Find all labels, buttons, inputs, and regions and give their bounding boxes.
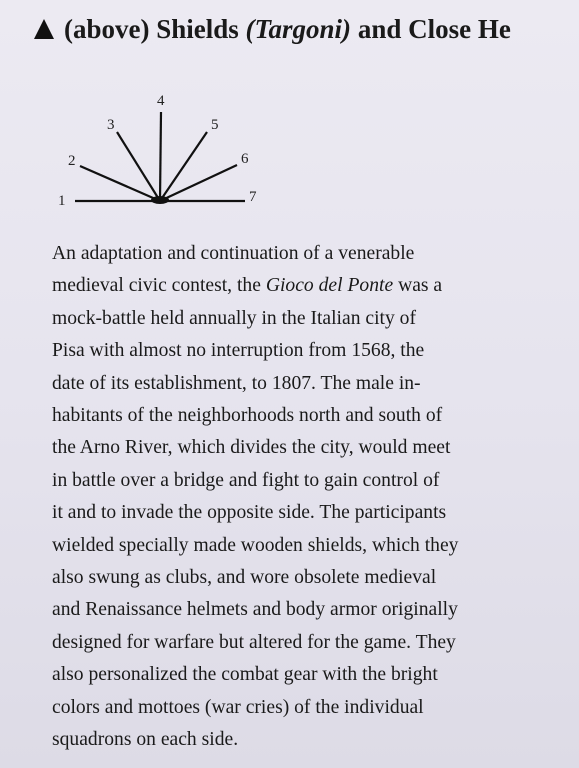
diagram-label-2: 2: [68, 153, 76, 169]
italic-title: Gioco del Ponte: [265, 275, 394, 297]
text-line: wielded specially made wooden shields, which they: [52, 534, 459, 556]
text-line: the Arno River, which divides the city, would meet: [52, 437, 451, 459]
diagram-label-3: 3: [107, 117, 115, 133]
text-line: in battle over a bridge and fight to gain control of: [52, 469, 440, 491]
text-line: mock-battle held annually in the Italian city of: [52, 307, 416, 329]
heading-prefix: (above) Shields: [64, 14, 239, 44]
diagram-ray-4: [160, 112, 161, 201]
text-line: date of its establishment, to 1807. The male in-: [52, 372, 421, 394]
shield-positions-diagram: [40, 85, 280, 215]
page-heading: [34, 10, 579, 50]
text-line: colors and mottoes (war cries) of the individual: [52, 696, 424, 718]
text-line-end: was a: [398, 275, 443, 297]
text-line: and Renaissance helmets and body armor originally: [52, 599, 458, 621]
heading-latin-term: (Targoni): [245, 14, 352, 44]
heading-suffix: and Close He: [357, 14, 511, 44]
text-line-start: medieval civic contest, the: [52, 275, 261, 297]
text-line: Pisa with almost no interruption from 1568, the: [52, 340, 425, 362]
body-paragraph: [52, 238, 552, 757]
diagram-pivot: [151, 196, 169, 204]
text-line: [52, 270, 552, 302]
diagram-label-5: 5: [211, 117, 219, 133]
text-line: it and to invade the opposite side. The participants: [52, 502, 447, 524]
diagram-label-4: 4: [157, 93, 165, 109]
text-line: also swung as clubs, and wore obsolete medieval: [52, 567, 437, 589]
up-arrow-icon: [34, 19, 54, 39]
text-line: habitants of the neighborhoods north and south of: [52, 405, 443, 427]
text-line: also personalized the combat gear with the bright: [52, 664, 438, 686]
diagram-label-1: 1: [58, 193, 66, 209]
text-line: squadrons on each side.: [52, 729, 239, 751]
text-line: designed for warfare but altered for the game. They: [52, 631, 456, 653]
diagram-label-7: 7: [249, 189, 257, 205]
text-line: An adaptation and continuation of a venerable: [52, 243, 415, 264]
diagram-label-6: 6: [241, 151, 249, 167]
